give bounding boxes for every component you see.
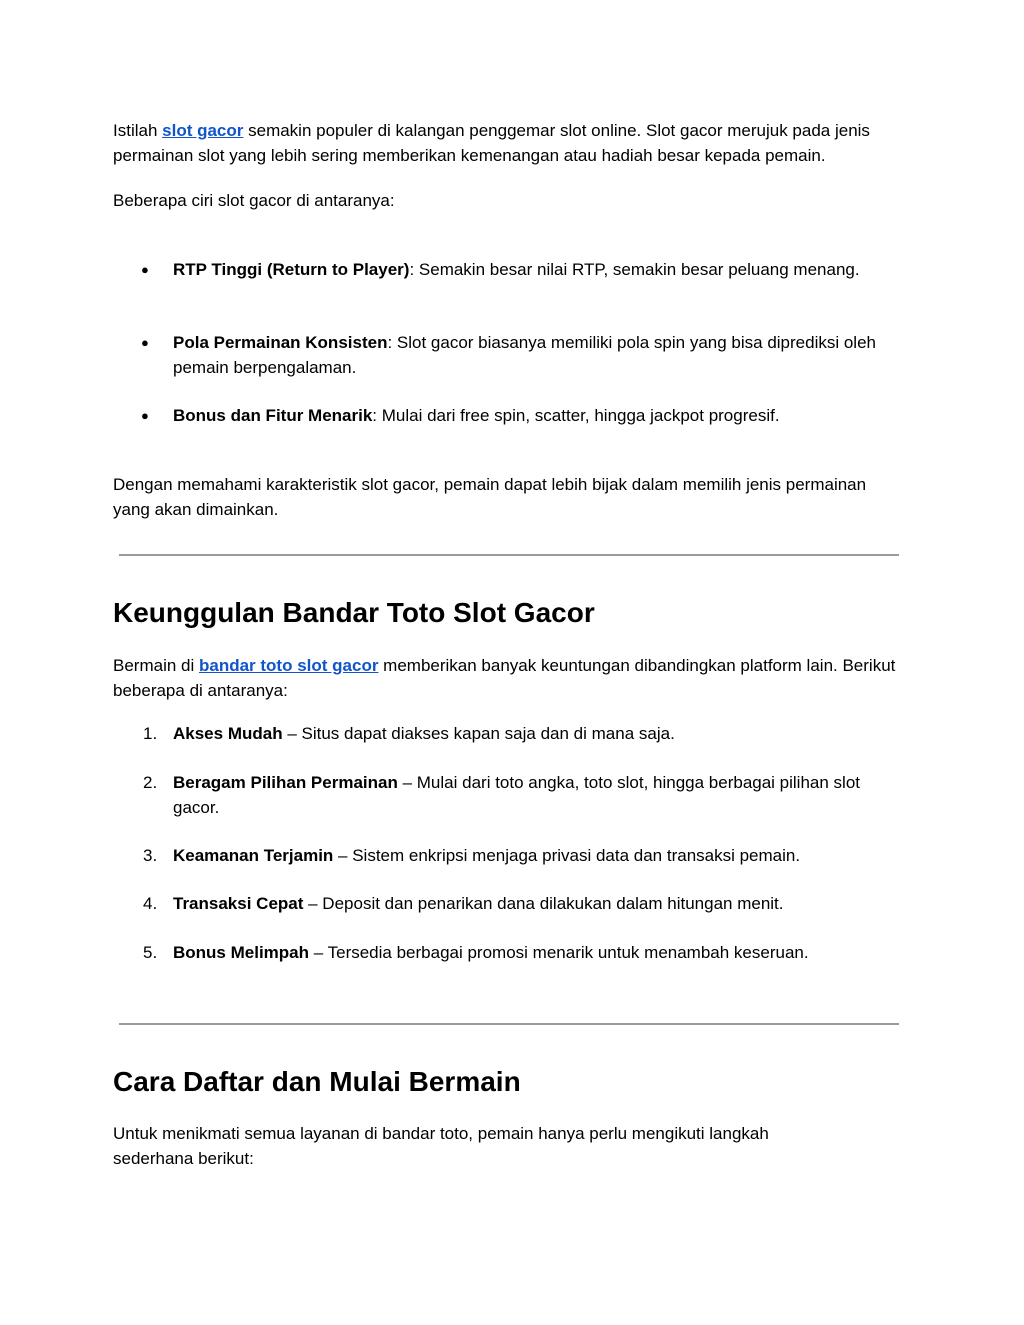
list-item xyxy=(113,940,903,965)
features-lead-paragraph: Beberapa ciri slot gacor di antaranya: xyxy=(113,191,395,210)
list-item xyxy=(113,721,903,746)
bullet-icon: ● xyxy=(141,408,149,423)
advantages-list xyxy=(113,770,903,820)
list-number: 3. xyxy=(143,846,158,865)
list-item-text: – Situs dapat diakses kapan saja dan di mana saja. xyxy=(282,724,675,743)
advantages-list xyxy=(113,891,903,916)
intro-paragraph xyxy=(113,118,903,168)
list-number: 5. xyxy=(143,943,158,962)
list-item-title: Akses Mudah xyxy=(173,724,283,743)
list-item-title: Keamanan Terjamin xyxy=(173,846,334,865)
list-item-title: Beragam Pilihan Permainan xyxy=(173,773,398,792)
list-item-title: Bonus dan Fitur Menarik xyxy=(173,406,373,425)
intro-conclusion-paragraph: Dengan memahami karakteristik slot gacor, pemain dapat lebih bijak dalam memilih jenis permainan yang akan dimainkan. xyxy=(113,475,867,519)
features-list xyxy=(113,257,903,282)
advantages-list xyxy=(113,721,903,746)
slot-gacor-link[interactable]: slot gacor xyxy=(162,121,244,140)
intro-text-before: Istilah xyxy=(113,121,163,140)
list-item-title: RTP Tinggi (Return to Player) xyxy=(173,260,410,279)
list-item-text: : Mulai dari free spin, scatter, hingga jackpot progresif. xyxy=(372,406,780,425)
section-divider xyxy=(119,554,899,556)
list-number: 4. xyxy=(143,894,158,913)
keunggulan-intro-paragraph xyxy=(113,653,908,703)
list-item-title: Transaksi Cepat xyxy=(173,894,304,913)
advantages-list xyxy=(113,843,903,868)
bullet-icon: ● xyxy=(141,262,149,277)
cara-daftar-paragraph: Untuk menikmati semua layanan di bandar toto, pemain hanya perlu mengikuti langkah sederhana berikut: xyxy=(113,1124,769,1168)
intro-text-after: semakin populer di kalangan penggemar slot online. Slot gacor merujuk pada jenis permainan slot yang lebih sering memberikan kemenangan atau hadiah besar kepada pemain. xyxy=(113,121,870,165)
keunggulan-text-after: memberikan banyak keuntungan dibandingkan platform lain. Berikut beberapa di antaranya: xyxy=(113,656,896,700)
list-item xyxy=(113,843,903,868)
bandar-toto-slot-gacor-link[interactable]: bandar toto slot gacor xyxy=(198,656,379,675)
section-heading-cara-daftar: Cara Daftar dan Mulai Bermain xyxy=(113,1066,521,1097)
list-item xyxy=(113,330,903,380)
section-heading-keunggulan: Keunggulan Bandar Toto Slot Gacor xyxy=(113,597,595,628)
advantages-list xyxy=(113,940,903,965)
intro-section xyxy=(113,118,903,213)
list-item-title: Pola Permainan Konsisten xyxy=(173,333,388,352)
list-number: 1. xyxy=(143,724,158,743)
list-item-title: Bonus Melimpah xyxy=(173,943,310,962)
list-item xyxy=(113,257,903,282)
features-list xyxy=(113,330,903,380)
list-item xyxy=(113,770,903,820)
list-item xyxy=(113,891,903,916)
list-item xyxy=(113,403,903,428)
list-item-text: – Deposit dan penarikan dana dilakukan dalam hitungan menit. xyxy=(303,894,784,913)
features-list xyxy=(113,403,903,428)
list-item-text: : Slot gacor biasanya memiliki pola spin yang bisa diprediksi oleh pemain berpengalaman. xyxy=(173,333,876,377)
list-item-text: – Mulai dari toto angka, toto slot, hingga berbagai pilihan slot gacor. xyxy=(173,773,861,817)
list-item-text: : Semakin besar nilai RTP, semakin besar peluang menang. xyxy=(409,260,860,279)
section-divider xyxy=(119,1023,899,1025)
list-item-text: – Tersedia berbagai promosi menarik untuk menambah keseruan. xyxy=(309,943,809,962)
list-number: 2. xyxy=(143,773,158,792)
bullet-icon: ● xyxy=(141,335,149,350)
keunggulan-text-before: Bermain di xyxy=(113,656,199,675)
list-item-text: – Sistem enkripsi menjaga privasi data dan transaksi pemain. xyxy=(333,846,801,865)
